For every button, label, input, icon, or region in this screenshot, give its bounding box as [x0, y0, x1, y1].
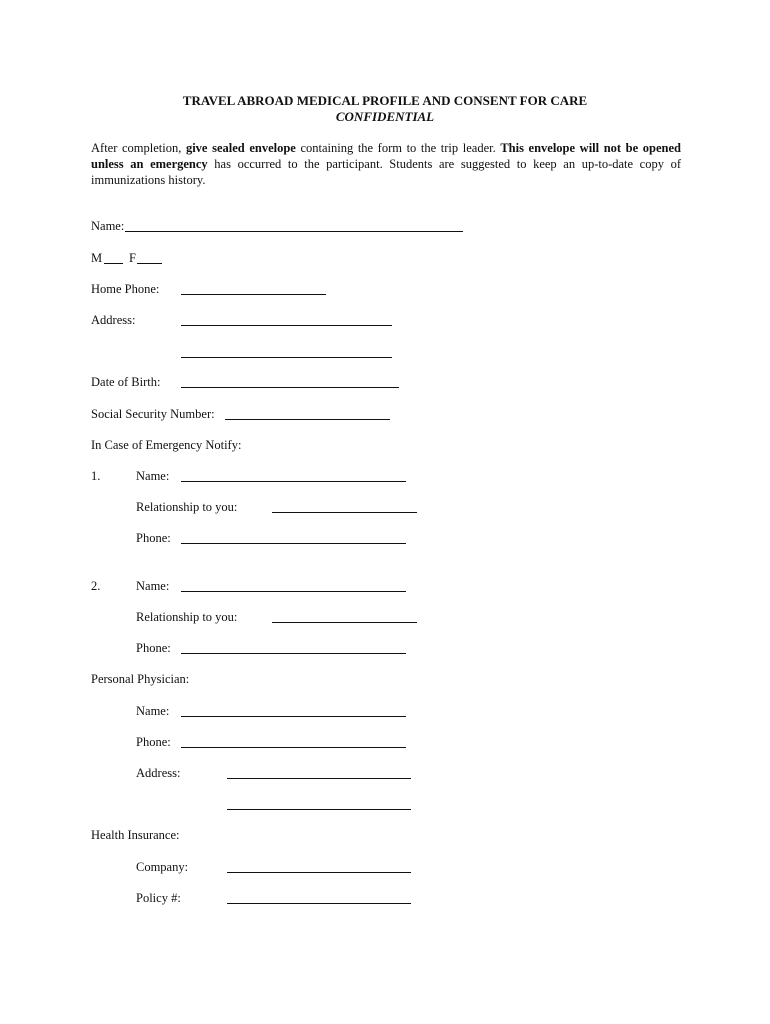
physician-phone-label: Phone: [136, 735, 171, 749]
intro-paragraph [91, 140, 681, 188]
dob-field[interactable] [181, 387, 399, 388]
physician-name-label: Name: [136, 704, 170, 718]
address-label: Address: [91, 313, 136, 327]
insurance-policy-field[interactable] [227, 903, 411, 904]
emergency-1-relationship-label: Relationship to you: [136, 500, 238, 514]
emergency-1-name-label: Name: [136, 469, 170, 483]
physician-address-field-line1[interactable] [227, 778, 411, 779]
emergency-1-name-field[interactable] [181, 481, 406, 482]
emergency-2-number: 2. [91, 579, 101, 593]
emergency-2-name-field[interactable] [181, 591, 406, 592]
physician-address-field-line2[interactable] [227, 809, 411, 810]
emergency-2-phone-field[interactable] [181, 653, 406, 654]
intro-bold-text: give sealed envelope [185, 141, 296, 155]
emergency-2-relationship-label: Relationship to you: [136, 610, 238, 624]
ssn-label: Social Security Number: [91, 407, 215, 421]
insurance-policy-label: Policy #: [136, 891, 181, 905]
form-subtitle: CONFIDENTIAL [335, 109, 435, 124]
emergency-1-phone-field[interactable] [181, 543, 406, 544]
ssn-field[interactable] [225, 419, 390, 420]
emergency-heading: In Case of Emergency Notify: [91, 438, 242, 452]
intro-text: containing the form to the trip leader. [295, 141, 501, 155]
name-field[interactable] [125, 231, 463, 232]
insurance-company-field[interactable] [227, 872, 411, 873]
address-field-line1[interactable] [181, 325, 392, 326]
female-label: F [129, 251, 136, 265]
physician-heading: Personal Physician: [91, 672, 190, 686]
male-label: M [91, 251, 103, 265]
emergency-1-number: 1. [91, 469, 101, 483]
male-field[interactable] [104, 263, 123, 264]
emergency-2-phone-label: Phone: [136, 641, 171, 655]
physician-address-label: Address: [136, 766, 181, 780]
form-title: TRAVEL ABROAD MEDICAL PROFILE AND CONSENT FOR CARE [182, 93, 588, 108]
address-field-line2[interactable] [181, 357, 392, 358]
home-phone-field[interactable] [181, 294, 326, 295]
female-field[interactable] [137, 263, 162, 264]
intro-text: After completion, [91, 141, 186, 155]
emergency-1-relationship-field[interactable] [272, 512, 417, 513]
name-label: Name: [91, 219, 125, 233]
intro-bold-text: This envelope will not be opened unless an emergency [91, 141, 681, 171]
physician-phone-field[interactable] [181, 747, 406, 748]
emergency-1-phone-label: Phone: [136, 531, 171, 545]
emergency-2-name-label: Name: [136, 579, 170, 593]
physician-name-field[interactable] [181, 716, 406, 717]
dob-label: Date of Birth: [91, 375, 161, 389]
intro-text: has occurred to the participant. Students are suggested to keep an up-to-date copy of immunizations history. [91, 157, 681, 187]
home-phone-label: Home Phone: [91, 282, 160, 296]
emergency-2-relationship-field[interactable] [272, 622, 417, 623]
insurance-heading: Health Insurance: [91, 828, 180, 842]
insurance-company-label: Company: [136, 860, 189, 874]
